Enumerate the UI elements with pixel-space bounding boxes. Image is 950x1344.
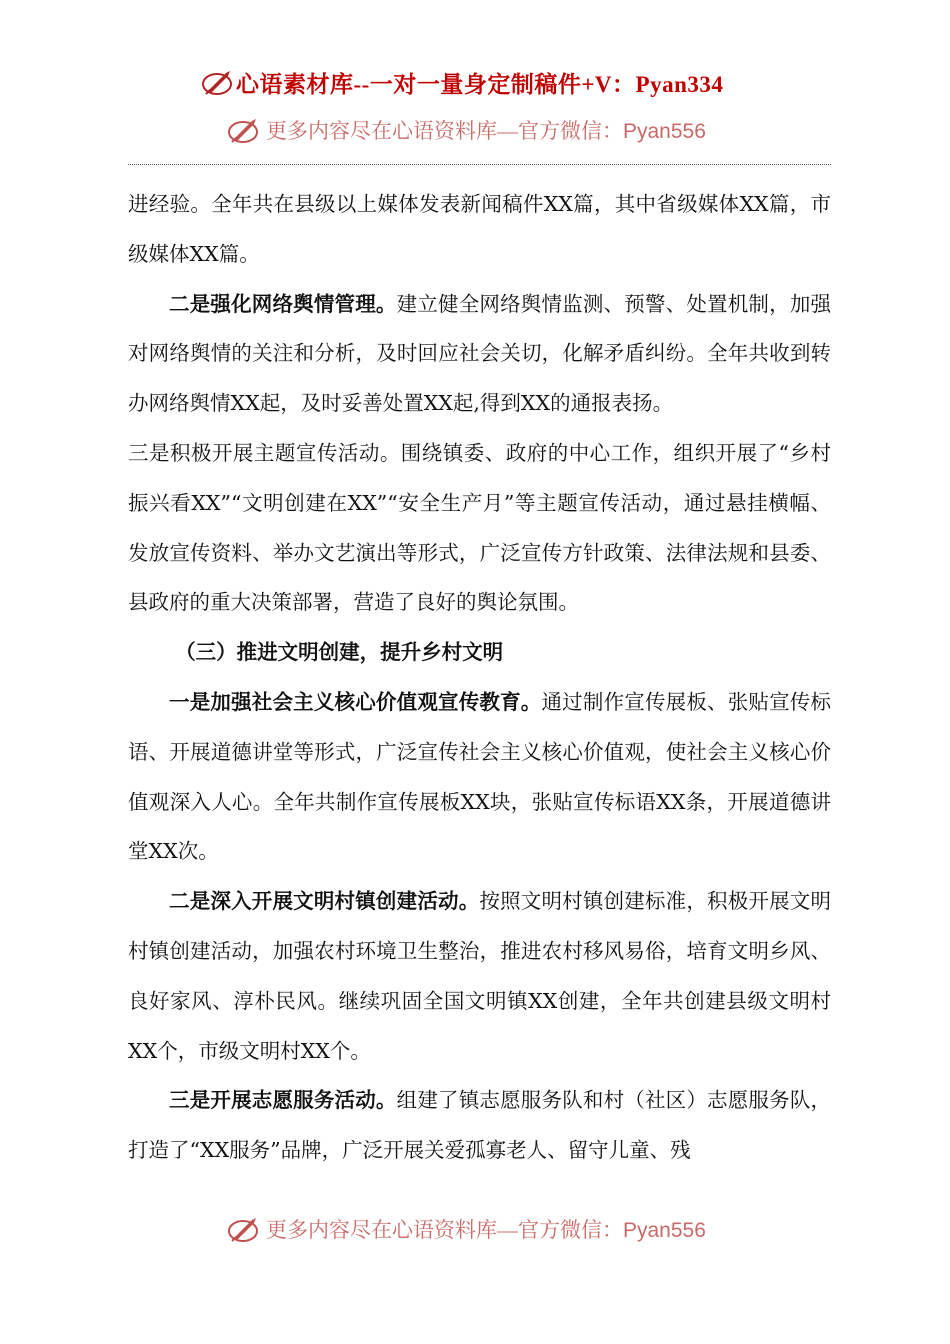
- footer-promo: [226, 1211, 746, 1247]
- wechat-id: Pyan556: [623, 120, 706, 143]
- paragraph-theme-publicity: 三是积极开展主题宣传活动。围绕镇委、政府的中心工作，组织开展了“乡村振兴看XX”“文明创建在XX”“安全生产月”等主题宣传活动，通过悬挂横幅、发放宣传资料、举办文艺演出等形式，广泛宣传方针政策、法律法规和县委、县政府的重大决策部署，营造了良好的舆论氛围。: [128, 440, 831, 615]
- section-heading: （三）推进文明创建，提升乡村文明: [175, 640, 504, 665]
- paragraph-body: 通过制作宣传展板、张贴宣传标语、开展道德讲堂等形式，广泛宣传社会主义核心价值观，使社会主义核心价值观深入人心。全年共制作宣传展板XX块，张贴宣传标语XX条，开展道德讲堂XX次。: [128, 689, 831, 864]
- quill-pen-logo-icon: [200, 67, 236, 97]
- promo-text: [266, 115, 706, 145]
- paragraph-body: 组建了镇志愿服务队和村（社区）志愿服务队，打造了“XX服务”品牌，广泛开展关爱孤寡老人、留守儿童、残: [128, 1088, 832, 1163]
- paragraph-continuation: 进经验。全年共在县级以上媒体发表新闻稿件XX篇，其中省级媒体XX篇，市级媒体XX篇。: [128, 192, 831, 266]
- document-body: [128, 180, 831, 1176]
- promo-prefix: 更多内容尽在心语资料库—官方微信：: [266, 119, 623, 143]
- header-promo: [226, 112, 746, 148]
- paragraph-lead: 一是加强社会主义核心价值观宣传教育。: [169, 689, 542, 714]
- paragraph-lead: 二是深入开展文明村镇创建活动。: [169, 889, 480, 914]
- paragraph-network-opinion: [128, 280, 831, 429]
- quill-pen-logo-icon: [226, 115, 262, 145]
- paragraph-lead: 二是强化网络舆情管理。: [169, 291, 397, 316]
- paragraph-body: 按照文明村镇创建标准，积极开展文明村镇创建活动，加强农村环境卫生整治，推进农村移风易俗，培育文明乡风、良好家风、淳朴民风。继续巩固全国文明镇XX创建，全年共创建县级文明村XX个，市级文明村XX个。: [128, 889, 832, 1063]
- paragraph-civilized-villages: [128, 877, 831, 1076]
- promo-prefix: 更多内容尽在心语资料库—官方微信：: [266, 1218, 623, 1242]
- paragraph-volunteer-service: [128, 1076, 831, 1176]
- wechat-id: Pyan556: [623, 1219, 706, 1242]
- quill-pen-logo-icon: [226, 1214, 262, 1244]
- paragraph-body: 建立健全网络舆情监测、预警、处置机制，加强对网络舆情的关注和分析，及时回应社会关切，化解矛盾纠纷。全年共收到转办网络舆情XX起，及时妥善处置XX起,得到XX的通报表扬。: [128, 291, 832, 416]
- paragraph-lead: 三是开展志愿服务活动。: [169, 1088, 397, 1113]
- header-divider: [128, 164, 831, 165]
- paragraph-core-values: [128, 678, 831, 877]
- brand-title: 心语素材库--一对一量身定制稿件+V：Pyan334: [236, 71, 724, 97]
- header-brand: [200, 62, 760, 102]
- promo-text: [266, 1214, 706, 1244]
